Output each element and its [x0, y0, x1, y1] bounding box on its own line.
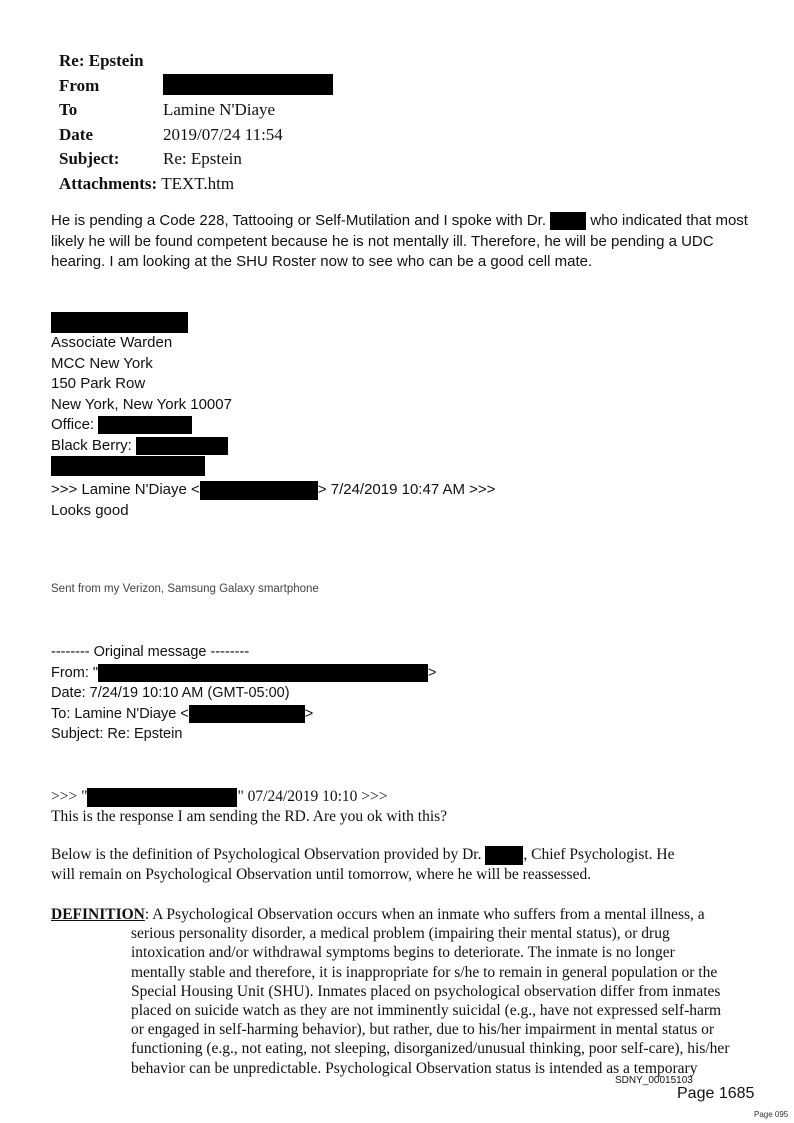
- attachments-label: Attachments:: [59, 173, 158, 193]
- original-to-prefix: To: Lamine N'Diaye <: [51, 705, 189, 722]
- definition-intro: [51, 845, 731, 884]
- original-message-header: [51, 642, 437, 745]
- original-date: Date: 7/24/19 10:10 AM (GMT-05:00): [51, 685, 290, 701]
- signature-title: Associate Warden: [51, 334, 173, 351]
- from-label: From: [59, 75, 100, 95]
- forward1-suffix: > 7/24/2019 10:47 AM >>>: [317, 481, 496, 498]
- subject-value: Re: Epstein: [163, 149, 242, 168]
- signature-org: MCC New York: [51, 354, 153, 372]
- redaction-original-to: [189, 705, 305, 723]
- corner-page-number: Page 095: [754, 1110, 789, 1119]
- forward1-message: Looks good: [51, 501, 129, 519]
- definition-line-2: serious personality disorder, a medical problem (impairing their mental status), or drug: [131, 925, 670, 943]
- redaction-forward2-sender: [87, 788, 237, 807]
- redaction-blackberry: [136, 437, 228, 455]
- redaction-office-phone: [98, 416, 192, 434]
- body-line-1b: who indicated that most: [590, 212, 748, 229]
- date-label: Date: [59, 124, 93, 144]
- forward2-suffix: " 07/24/2019 10:10 >>>: [237, 788, 388, 805]
- definition-line-8: functioning (e.g., not eating, not sleeping, disorganized/unusual thinking, poor self-care), his/her: [131, 1040, 730, 1058]
- def-intro-1b: , Chief Psychologist. He: [523, 846, 675, 863]
- subject-label: Subject:: [59, 149, 120, 168]
- date-value: 2019/07/24 11:54: [163, 124, 283, 144]
- forward1-prefix: >>> Lamine N'Diaye <: [51, 481, 200, 498]
- original-from-prefix: From: ": [51, 664, 99, 681]
- redaction-email-address: [200, 481, 318, 500]
- original-to-suffix: >: [304, 705, 314, 722]
- definition-line-3: intoxication and/or withdrawal symptoms begins to deteriorate. The inmate is no longer: [131, 944, 675, 962]
- attachments-value: TEXT.htm: [161, 173, 235, 193]
- definition-line-6: placed on suicide watch as they are not imminently suicidal (e.g., have not expressed self-harm: [131, 1002, 722, 1020]
- redaction-original-from: [98, 664, 428, 682]
- original-divider: -------- Original message --------: [51, 644, 250, 660]
- email-header: [59, 49, 333, 196]
- redaction-doctor-name: [550, 212, 586, 230]
- signature-city: New York, New York 10007: [51, 395, 232, 413]
- redaction-from: [163, 74, 333, 95]
- def-intro-2: will remain on Psychological Observation until tomorrow, where he will be reassessed.: [51, 865, 592, 883]
- forward2-prefix: >>> ": [51, 788, 88, 805]
- original-from-suffix: >: [428, 664, 437, 681]
- office-label: Office:: [51, 416, 95, 433]
- email-title: Re: Epstein: [59, 51, 144, 70]
- to-value: Lamine N'Diaye: [163, 100, 276, 119]
- sent-from-signature: Sent from my Verizon, Samsung Galaxy smartphone: [51, 583, 319, 595]
- original-subject: Subject: Re: Epstein: [51, 726, 183, 742]
- signature-block: [51, 312, 232, 477]
- bates-stamp: SDNY_00015103: [615, 1075, 693, 1086]
- definition-block: [51, 905, 753, 1078]
- signature-street: 150 Park Row: [51, 375, 146, 392]
- definition-line-4: mentally stable and therefore, it is inappropriate for s/he to remain in general population or the: [131, 963, 718, 981]
- page-number: Page 1685: [677, 1085, 755, 1102]
- definition-heading: DEFINITION: [51, 906, 145, 923]
- redaction-chief-psychologist: [485, 846, 523, 865]
- forwarded-original: [51, 787, 447, 826]
- definition-line-7: or engaged in self-harming behavior), but rather, due to his/her impairment in mental status or: [131, 1021, 715, 1039]
- body-paragraph: [51, 211, 751, 273]
- forwarded-reply: [51, 480, 495, 521]
- body-line-3: hearing. I am looking at the SHU Roster now to see who can be a good cell mate.: [51, 253, 593, 270]
- def-intro-1a: Below is the definition of Psychological Observation provided by Dr.: [51, 846, 482, 863]
- redaction-extra-line: [51, 456, 205, 476]
- forward2-message: This is the response I am sending the RD. Are you ok with this?: [51, 807, 448, 825]
- to-label: To: [59, 100, 78, 119]
- body-line-1a: He is pending a Code 228, Tattooing or Self-Mutilation and I spoke with Dr.: [51, 212, 547, 229]
- definition-line-9: behavior can be unpredictable. Psychological Observation status is intended as a temporary: [131, 1059, 698, 1077]
- body-line-2: likely he will be found competent because he is not mentally ill. Therefore, he will be pending a UDC: [51, 232, 714, 250]
- redaction-sender-name: [51, 312, 188, 333]
- blackberry-label: Black Berry:: [51, 436, 132, 454]
- definition-line-1: : A Psychological Observation occurs when an inmate who suffers from a mental illness, a: [144, 906, 705, 923]
- definition-line-5: Special Housing Unit (SHU). Inmates placed on psychological observation differ from inmates: [131, 982, 721, 1000]
